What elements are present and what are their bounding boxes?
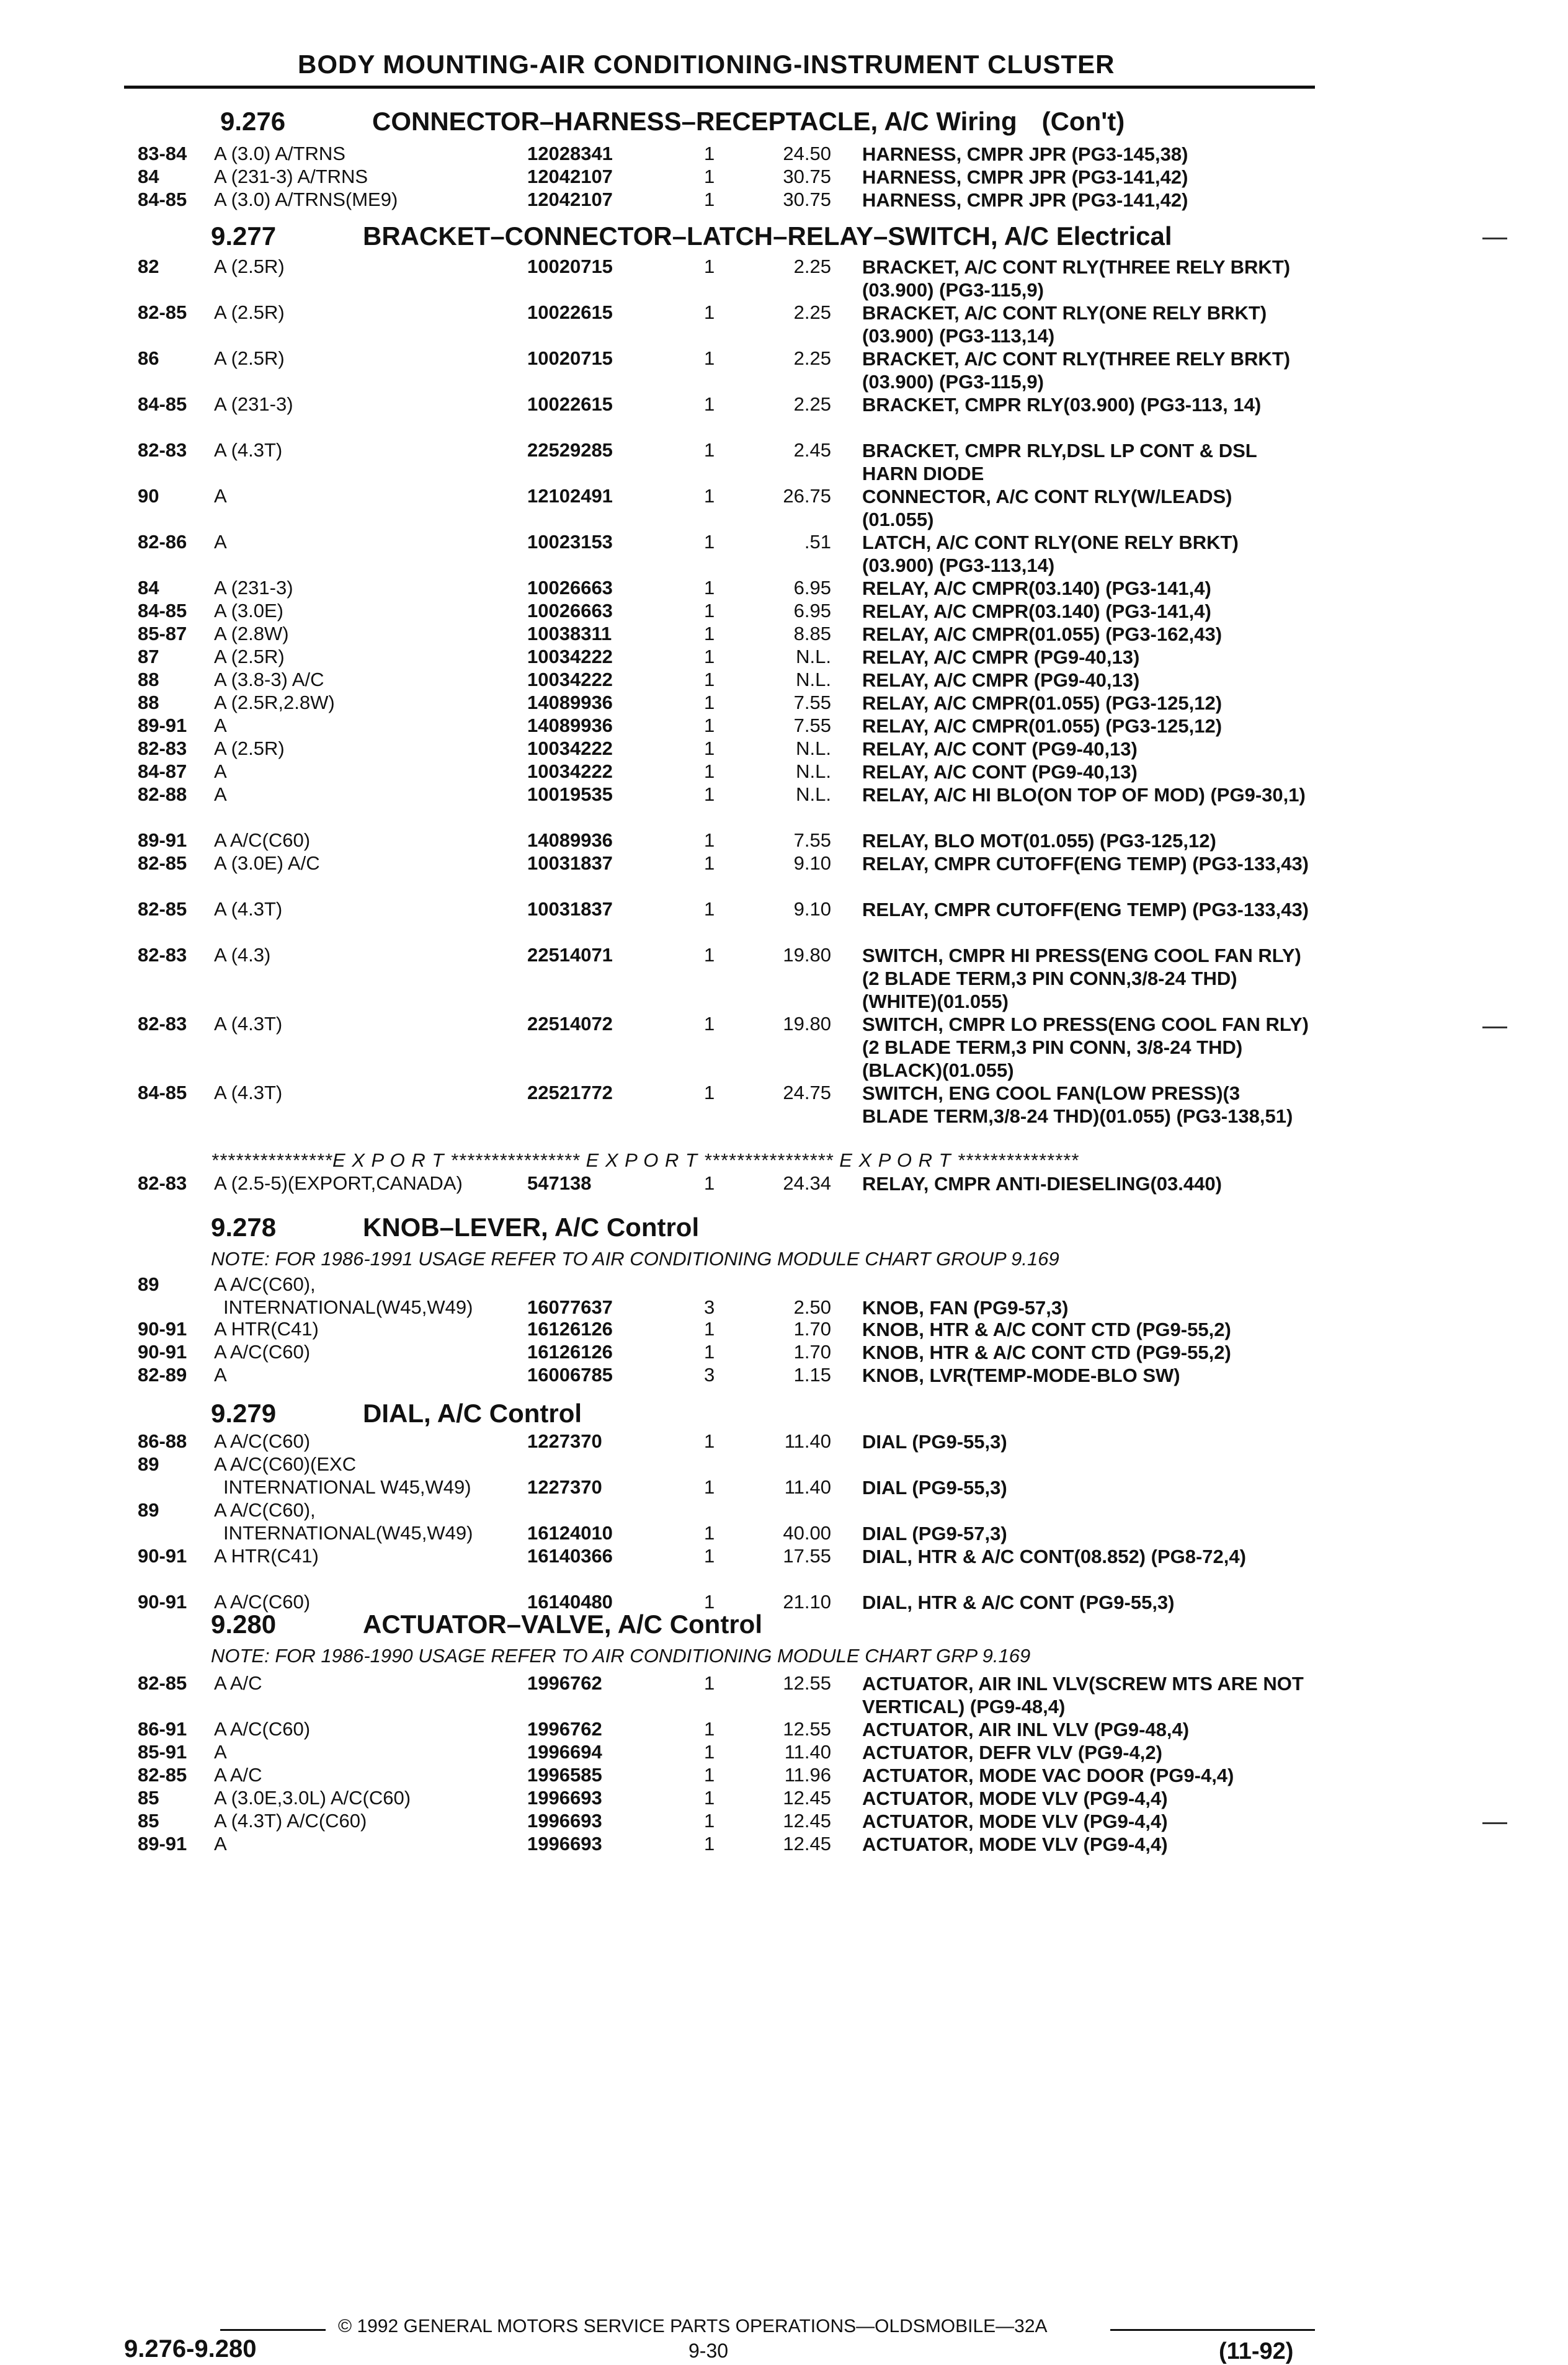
row-description: KNOB, HTR & A/C CONT CTD (PG9-55,2): [862, 1342, 1231, 1363]
row-application: A (2.5R,2.8W): [214, 692, 335, 713]
row-part-number: 16140480: [527, 1591, 613, 1613]
row-part-number: 16124010: [527, 1522, 613, 1544]
row-application-cont: INTERNATIONAL W45,W49): [223, 1476, 471, 1498]
row-application: A: [214, 1364, 227, 1386]
footer-rule-left: [220, 2329, 326, 2331]
header-rule: [124, 86, 1315, 89]
section-heading: [211, 221, 1172, 251]
row-price: 19.80: [783, 944, 831, 966]
row-part-number: 14089936: [527, 715, 613, 736]
row-description: RELAY, BLO MOT(01.055) (PG3-125,12): [862, 830, 1216, 852]
row-part-number: 10034222: [527, 737, 613, 759]
section-title: CONNECTOR–HARNESS–RECEPTACLE, A/C Wiring: [372, 107, 1017, 136]
row-price: 30.75: [783, 166, 831, 187]
row-application-cont: INTERNATIONAL(W45,W49): [223, 1296, 473, 1318]
section-note: NOTE: FOR 1986-1991 USAGE REFER TO AIR CONDITIONING MODULE CHART GROUP 9.169: [211, 1248, 1059, 1270]
row-year: 84-85: [138, 1082, 187, 1103]
row-year: 82-83: [138, 439, 187, 461]
row-description: SWITCH, CMPR LO PRESS(ENG COOL FAN RLY)(2 BLADE TERM,3 PIN CONN, 3/8-24 THD)(BLACK)(01.055): [862, 1013, 1309, 1081]
row-part-number: 1996762: [527, 1718, 602, 1740]
row-application: A: [214, 485, 227, 507]
row-part-number: 1227370: [527, 1430, 602, 1452]
section-number: 9.279: [211, 1399, 277, 1428]
row-application: A (2.5R): [214, 347, 285, 369]
row-application: A (3.8-3) A/C: [214, 669, 324, 690]
row-year: 82-88: [138, 783, 187, 805]
row-price: 24.50: [783, 143, 831, 164]
row-application: A (2.5R): [214, 301, 285, 323]
row-year: 82: [138, 256, 159, 277]
row-description: ACTUATOR, AIR INL VLV(SCREW MTS ARE NOT VERTICAL) (PG9-48,4): [862, 1673, 1304, 1717]
row-price: 9.10: [793, 898, 831, 920]
row-description: LATCH, A/C CONT RLY(ONE RELY BRKT) (03.900) (PG3-113,14): [862, 532, 1239, 576]
row-year: 83-84: [138, 143, 187, 164]
row-description: KNOB, LVR(TEMP-MODE-BLO SW): [862, 1365, 1180, 1386]
row-description: BRACKET, A/C CONT RLY(THREE RELY BRKT)(03.900) (PG3-115,9): [862, 348, 1291, 393]
row-description: DIAL (PG9-55,3): [862, 1477, 1007, 1499]
margin-mark: [1482, 238, 1507, 239]
row-application: A (3.0E): [214, 600, 283, 621]
page-header: BODY MOUNTING-AIR CONDITIONING-INSTRUMENT CLUSTER: [298, 50, 1115, 79]
row-part-number: 22529285: [527, 439, 613, 461]
row-quantity: 1: [704, 829, 715, 851]
row-quantity: 1: [704, 143, 715, 164]
row-quantity: 1: [704, 737, 715, 759]
row-quantity: 3: [704, 1364, 715, 1386]
row-part-number: 16077637: [527, 1296, 613, 1318]
row-description: RELAY, A/C HI BLO(ON TOP OF MOD) (PG9-30,1): [862, 784, 1306, 806]
row-description: ACTUATOR, MODE VAC DOOR (PG9-4,4): [862, 1765, 1234, 1786]
row-quantity: 1: [704, 1718, 715, 1740]
row-quantity: 1: [704, 1672, 715, 1694]
row-description: RELAY, A/C CMPR(03.140) (PG3-141,4): [862, 577, 1211, 599]
row-quantity: 1: [704, 1318, 715, 1340]
row-application: A (231-3): [214, 393, 293, 415]
row-application: A A/C(C60): [214, 1591, 311, 1613]
row-quantity: 1: [704, 256, 715, 277]
row-quantity: 1: [704, 1741, 715, 1763]
row-part-number: 10034222: [527, 646, 613, 667]
row-quantity: 1: [704, 715, 715, 736]
row-price: 24.75: [783, 1082, 831, 1103]
row-description: CONNECTOR, A/C CONT RLY(W/LEADS) (01.055): [862, 486, 1232, 530]
row-description: SWITCH, CMPR HI PRESS(ENG COOL FAN RLY)(2 BLADE TERM,3 PIN CONN,3/8-24 THD)(WHITE)(01.055): [862, 945, 1301, 1012]
footer-section-range: 9.276-9.280: [124, 2335, 257, 2363]
row-price: 7.55: [793, 692, 831, 713]
section-continued: (Con't): [1041, 107, 1125, 136]
row-price: 30.75: [783, 189, 831, 210]
row-description: RELAY, CMPR ANTI-DIESELING(03.440): [862, 1173, 1222, 1195]
footer-rule-right: [1110, 2329, 1315, 2331]
row-quantity: 1: [704, 646, 715, 667]
row-quantity: 1: [704, 393, 715, 415]
row-description: HARNESS, CMPR JPR (PG3-141,42): [862, 189, 1188, 211]
row-quantity: 1: [704, 1522, 715, 1544]
row-quantity: 1: [704, 301, 715, 323]
row-application: A (4.3T): [214, 1082, 283, 1103]
row-application: A: [214, 715, 227, 736]
row-year: 82-85: [138, 1764, 187, 1786]
row-part-number: 16126126: [527, 1318, 613, 1340]
row-quantity: 1: [704, 1013, 715, 1035]
row-price: N.L.: [796, 737, 831, 759]
row-part-number: 10020715: [527, 256, 613, 277]
row-year: 82-89: [138, 1364, 187, 1386]
row-price: 7.55: [793, 829, 831, 851]
row-price: 2.25: [793, 347, 831, 369]
row-part-number: 10026663: [527, 577, 613, 599]
row-part-number: 1996693: [527, 1810, 602, 1832]
row-year: 88: [138, 669, 159, 690]
section-note: NOTE: FOR 1986-1990 USAGE REFER TO AIR CONDITIONING MODULE CHART GRP 9.169: [211, 1645, 1031, 1667]
section-heading: [211, 1213, 699, 1242]
row-part-number: 10019535: [527, 783, 613, 805]
row-year: 82-85: [138, 852, 187, 874]
row-description: KNOB, FAN (PG9-57,3): [862, 1297, 1069, 1319]
row-description: HARNESS, CMPR JPR (PG3-141,42): [862, 166, 1188, 188]
row-year: 89-91: [138, 715, 187, 736]
row-year: 84-85: [138, 189, 187, 210]
row-price: 11.96: [784, 1764, 831, 1786]
margin-mark: [1482, 1822, 1507, 1824]
row-part-number: 10031837: [527, 852, 613, 874]
row-price: 11.40: [784, 1476, 831, 1498]
row-description: ACTUATOR, MODE VLV (PG9-4,4): [862, 1810, 1168, 1832]
row-application: A (231-3) A/TRNS: [214, 166, 368, 187]
row-quantity: 1: [704, 1341, 715, 1363]
row-year: 89-91: [138, 1833, 187, 1855]
row-part-number: 547138: [527, 1172, 592, 1194]
row-quantity: 1: [704, 852, 715, 874]
row-part-number: 10023153: [527, 531, 613, 553]
row-year: 90: [138, 485, 159, 507]
row-application: A (2.5R): [214, 256, 285, 277]
row-application: A (4.3): [214, 944, 271, 966]
row-description: RELAY, A/C CMPR (PG9-40,13): [862, 646, 1140, 668]
row-year: 85-91: [138, 1741, 187, 1763]
row-quantity: 1: [704, 439, 715, 461]
row-quantity: 1: [704, 1172, 715, 1194]
row-description: DIAL, HTR & A/C CONT(08.852) (PG8-72,4): [862, 1546, 1246, 1567]
row-price: 12.55: [783, 1718, 831, 1740]
row-year: 89-91: [138, 829, 187, 851]
row-description: RELAY, A/C CONT (PG9-40,13): [862, 761, 1138, 783]
row-application: A: [214, 1741, 227, 1763]
row-year: 82-86: [138, 531, 187, 553]
section-number: 9.278: [211, 1213, 277, 1242]
row-application: A A/C(C60): [214, 1430, 311, 1452]
row-quantity: 1: [704, 692, 715, 713]
row-application: A HTR(C41): [214, 1318, 319, 1340]
row-year: 86-88: [138, 1430, 187, 1452]
row-application: A (2.5R): [214, 646, 285, 667]
row-description: SWITCH, ENG COOL FAN(LOW PRESS)(3 BLADE TERM,3/8-24 THD)(01.055) (PG3-138,51): [862, 1082, 1293, 1127]
row-year: 82-83: [138, 737, 187, 759]
row-application: A (4.3T): [214, 439, 283, 461]
row-part-number: 16126126: [527, 1341, 613, 1363]
export-divider: ***************E X P O R T **************** E X P O R T **************** E X P O R T ***************: [211, 1149, 1079, 1171]
row-application: A A/C(C60): [214, 829, 311, 851]
row-quantity: 1: [704, 1787, 715, 1809]
row-price: 24.34: [783, 1172, 831, 1194]
row-part-number: 12028341: [527, 143, 613, 164]
row-year: 90-91: [138, 1545, 187, 1567]
row-application: A (2.8W): [214, 623, 289, 644]
row-application: A (3.0) A/TRNS: [214, 143, 345, 164]
row-year: 87: [138, 646, 159, 667]
row-part-number: 12102491: [527, 485, 613, 507]
row-year: 84: [138, 577, 159, 599]
row-application: A A/C(C60),: [214, 1273, 316, 1295]
row-part-number: 10031837: [527, 898, 613, 920]
row-application: A: [214, 531, 227, 553]
row-quantity: 1: [704, 166, 715, 187]
row-price: 2.25: [793, 393, 831, 415]
row-part-number: 22521772: [527, 1082, 613, 1103]
row-quantity: 1: [704, 600, 715, 621]
row-price: N.L.: [796, 783, 831, 805]
row-quantity: 1: [704, 1082, 715, 1103]
row-description: BRACKET, CMPR RLY(03.900) (PG3-113, 14): [862, 394, 1262, 416]
row-description: DIAL, HTR & A/C CONT (PG9-55,3): [862, 1592, 1175, 1613]
row-application: A (4.3T) A/C(C60): [214, 1810, 367, 1832]
row-part-number: 1996693: [527, 1833, 602, 1855]
row-description: RELAY, A/C CMPR(03.140) (PG3-141,4): [862, 600, 1211, 622]
row-part-number: 1996762: [527, 1672, 602, 1694]
row-quantity: 1: [704, 1430, 715, 1452]
footer-page-number: 9-30: [688, 2340, 729, 2362]
row-application: A (4.3T): [214, 898, 283, 920]
row-application: A: [214, 760, 227, 782]
margin-mark: [1482, 1027, 1507, 1028]
row-quantity: 1: [704, 189, 715, 210]
row-year: 82-85: [138, 898, 187, 920]
row-application: A (3.0E) A/C: [214, 852, 320, 874]
row-quantity: 3: [704, 1296, 715, 1318]
row-application: A (231-3): [214, 577, 293, 599]
row-part-number: 1227370: [527, 1476, 602, 1498]
row-application: A (3.0E,3.0L) A/C(C60): [214, 1787, 411, 1809]
row-quantity: 1: [704, 944, 715, 966]
row-quantity: 1: [704, 760, 715, 782]
row-year: 84: [138, 166, 159, 187]
section-title: KNOB–LEVER, A/C Control: [363, 1213, 700, 1242]
row-price: 6.95: [793, 577, 831, 599]
section-title: BRACKET–CONNECTOR–LATCH–RELAY–SWITCH, A/C Electrical: [363, 221, 1172, 251]
row-year: 82-83: [138, 944, 187, 966]
row-price: 11.40: [784, 1430, 831, 1452]
section-number: 9.280: [211, 1610, 277, 1639]
row-price: .51: [804, 531, 831, 553]
row-year: 89: [138, 1499, 159, 1521]
row-description: DIAL (PG9-55,3): [862, 1431, 1007, 1453]
row-application: A: [214, 783, 227, 805]
row-year: 85-87: [138, 623, 187, 644]
row-description: RELAY, A/C CMPR(01.055) (PG3-162,43): [862, 623, 1223, 645]
row-price: 6.95: [793, 600, 831, 621]
row-quantity: 1: [704, 1810, 715, 1832]
section-heading: [211, 1610, 762, 1639]
row-year: 89: [138, 1453, 159, 1475]
row-part-number: 10034222: [527, 669, 613, 690]
row-price: 21.10: [783, 1591, 831, 1613]
row-price: 2.25: [793, 256, 831, 277]
row-part-number: 16006785: [527, 1364, 613, 1386]
row-quantity: 1: [704, 531, 715, 553]
row-part-number: 12042107: [527, 189, 613, 210]
row-part-number: 10026663: [527, 600, 613, 621]
row-year: 90-91: [138, 1318, 187, 1340]
row-application: A (4.3T): [214, 1013, 283, 1035]
row-quantity: 1: [704, 1591, 715, 1613]
row-part-number: 10038311: [527, 623, 612, 644]
row-description: RELAY, CMPR CUTOFF(ENG TEMP) (PG3-133,43): [862, 899, 1309, 920]
row-application-cont: INTERNATIONAL(W45,W49): [223, 1522, 473, 1544]
row-quantity: 1: [704, 669, 715, 690]
row-application: A A/C: [214, 1764, 262, 1786]
row-part-number: 22514071: [527, 944, 613, 966]
row-price: 9.10: [793, 852, 831, 874]
row-quantity: 1: [704, 783, 715, 805]
section-number: 9.277: [211, 221, 277, 251]
row-part-number: 10020715: [527, 347, 613, 369]
row-part-number: 1996585: [527, 1764, 602, 1786]
section-title: ACTUATOR–VALVE, A/C Control: [363, 1610, 762, 1639]
row-price: 1.70: [793, 1318, 831, 1340]
row-quantity: 1: [704, 577, 715, 599]
row-description: HARNESS, CMPR JPR (PG3-145,38): [862, 143, 1188, 165]
row-description: ACTUATOR, MODE VLV (PG9-4,4): [862, 1788, 1168, 1809]
row-quantity: 1: [704, 1833, 715, 1855]
row-part-number: 14089936: [527, 829, 613, 851]
row-year: 90-91: [138, 1591, 187, 1613]
row-price: 40.00: [783, 1522, 831, 1544]
row-quantity: 1: [704, 1476, 715, 1498]
row-year: 82-85: [138, 1672, 187, 1694]
row-quantity: 1: [704, 485, 715, 507]
row-quantity: 1: [704, 347, 715, 369]
row-description: RELAY, A/C CMPR(01.055) (PG3-125,12): [862, 692, 1223, 714]
row-application: A A/C(C60),: [214, 1499, 316, 1521]
row-price: N.L.: [796, 669, 831, 690]
row-price: 2.25: [793, 301, 831, 323]
row-price: N.L.: [796, 646, 831, 667]
row-application: A HTR(C41): [214, 1545, 319, 1567]
row-description: ACTUATOR, MODE VLV (PG9-4,4): [862, 1833, 1168, 1855]
row-price: 17.55: [783, 1545, 831, 1567]
row-description: DIAL (PG9-57,3): [862, 1523, 1007, 1544]
row-description: RELAY, CMPR CUTOFF(ENG TEMP) (PG3-133,43): [862, 853, 1309, 875]
row-application: A (2.5R): [214, 737, 285, 759]
row-price: 12.45: [783, 1810, 831, 1832]
row-price: N.L.: [796, 760, 831, 782]
row-part-number: 10022615: [527, 301, 613, 323]
row-application: A A/C(C60)(EXC: [214, 1453, 357, 1475]
footer-date: (11-92): [1219, 2338, 1294, 2364]
row-application: A A/C(C60): [214, 1718, 311, 1740]
row-quantity: 1: [704, 898, 715, 920]
row-year: 84-85: [138, 393, 187, 415]
row-part-number: 1996693: [527, 1787, 602, 1809]
row-part-number: 1996694: [527, 1741, 602, 1763]
row-year: 84-85: [138, 600, 187, 621]
row-description: ACTUATOR, AIR INL VLV (PG9-48,4): [862, 1719, 1190, 1740]
row-year: 86: [138, 347, 159, 369]
row-year: 84-87: [138, 760, 187, 782]
row-description: ACTUATOR, DEFR VLV (PG9-4,2): [862, 1742, 1162, 1763]
row-quantity: 1: [704, 1545, 715, 1567]
row-year: 88: [138, 692, 159, 713]
section-number: 9.276: [220, 107, 286, 136]
section-title: DIAL, A/C Control: [363, 1399, 582, 1428]
row-price: 12.45: [783, 1833, 831, 1855]
row-year: 85: [138, 1787, 159, 1809]
row-description: BRACKET, CMPR RLY,DSL LP CONT & DSL HARN DIODE: [862, 440, 1257, 484]
row-application: A: [214, 1833, 227, 1855]
row-description: BRACKET, A/C CONT RLY(ONE RELY BRKT)(03.900) (PG3-113,14): [862, 302, 1267, 347]
row-year: 82-83: [138, 1013, 187, 1035]
row-year: 82-83: [138, 1172, 187, 1194]
row-description: RELAY, A/C CONT (PG9-40,13): [862, 738, 1138, 760]
row-description: RELAY, A/C CMPR(01.055) (PG3-125,12): [862, 715, 1223, 737]
row-part-number: 14089936: [527, 692, 613, 713]
section-heading: [220, 107, 1125, 136]
row-price: 2.45: [793, 439, 831, 461]
row-price: 12.55: [783, 1672, 831, 1694]
row-year: 90-91: [138, 1341, 187, 1363]
row-application: A A/C(C60): [214, 1341, 311, 1363]
row-description: RELAY, A/C CMPR (PG9-40,13): [862, 669, 1140, 691]
row-part-number: 22514072: [527, 1013, 613, 1035]
row-part-number: 10022615: [527, 393, 613, 415]
row-price: 1.70: [793, 1341, 831, 1363]
row-price: 1.15: [793, 1364, 831, 1386]
row-part-number: 12042107: [527, 166, 613, 187]
row-year: 89: [138, 1273, 159, 1295]
row-price: 12.45: [783, 1787, 831, 1809]
row-year: 82-85: [138, 301, 187, 323]
row-description: KNOB, HTR & A/C CONT CTD (PG9-55,2): [862, 1319, 1231, 1340]
row-price: 26.75: [783, 485, 831, 507]
row-year: 86-91: [138, 1718, 187, 1740]
row-part-number: 10034222: [527, 760, 613, 782]
row-application: A A/C: [214, 1672, 262, 1694]
row-description: BRACKET, A/C CONT RLY(THREE RELY BRKT)(03.900) (PG3-115,9): [862, 256, 1291, 301]
row-price: 8.85: [793, 623, 831, 644]
row-quantity: 1: [704, 1764, 715, 1786]
row-price: 11.40: [784, 1741, 831, 1763]
row-part-number: 16140366: [527, 1545, 613, 1567]
row-year: 85: [138, 1810, 159, 1832]
row-quantity: 1: [704, 623, 715, 644]
row-application: A (3.0) A/TRNS(ME9): [214, 189, 398, 210]
row-application: A (2.5-5)(EXPORT,CANADA): [214, 1172, 463, 1194]
row-price: 7.55: [793, 715, 831, 736]
footer-copyright: © 1992 GENERAL MOTORS SERVICE PARTS OPERATIONS—OLDSMOBILE—32A: [338, 2316, 1048, 2336]
row-price: 19.80: [783, 1013, 831, 1035]
section-heading: [211, 1399, 582, 1428]
row-price: 2.50: [793, 1296, 831, 1318]
